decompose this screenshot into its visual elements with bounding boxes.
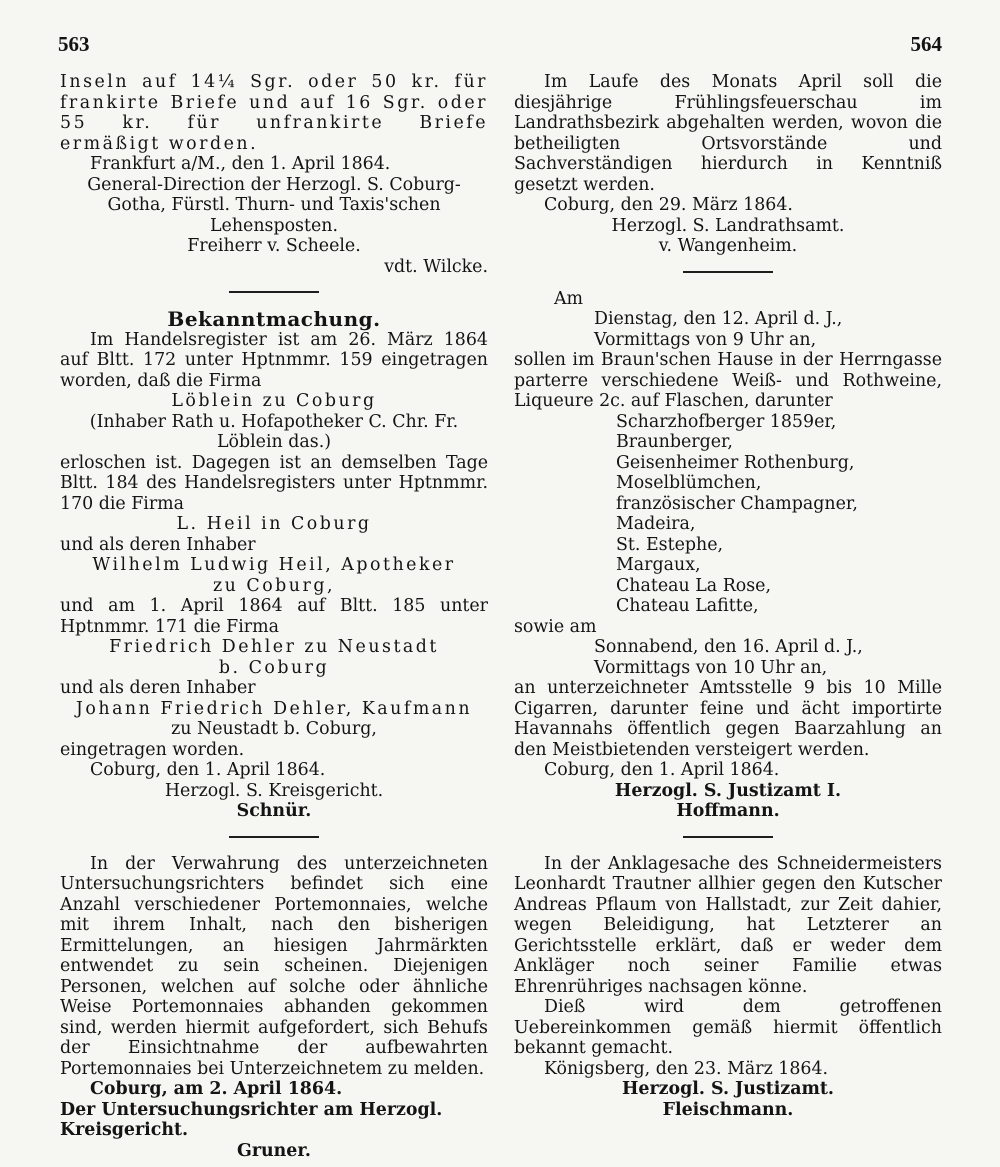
register-text: erloschen ist. Dagegen ist an demselben Tage Bltt. 184 des Handelsregisters unter Hptnmmr. 170 die Firma [60, 452, 488, 514]
wine-item: Chateau Lafitte, [616, 596, 759, 616]
purses-authority: Der Untersuchungsrichter am Herzogl. Kreisgericht. [60, 1099, 443, 1140]
register-text: und als deren Inhaber [60, 534, 256, 555]
purses-place-date: Coburg, am 2. April 1864. [90, 1079, 343, 1099]
divider [683, 836, 773, 838]
left-column [60, 72, 488, 1161]
page-number-right: 564 [910, 32, 942, 56]
notice-place-date: Coburg, den 1. April 1864. [90, 760, 326, 780]
owner-name: Wilhelm Ludwig Heil, Apotheker [92, 555, 456, 575]
wine-item: Moselblümchen, [616, 473, 762, 493]
auction-place-date: Coburg, den 1. April 1864. [544, 760, 780, 780]
purses-notice-text: In der Verwahrung des unterzeichneten Untersuchungsrichters befindet sich eine Anzahl verschiedener Portemonnaies, welche mit ihrem Inhalt, nach den bisherigen Ermittelungen, an hiesigen Jahrmärkten entwendet zu sein scheinen. Diejenigen Personen, welchen auf solche oder ähnliche Weise Portemonnaies abhanden gekommen sind, werden hiermit aufgefordert, sich Behufs der Einsichtnahme der aufbewahrten Portemonnaies bei Unterzeichnetem zu melden. [60, 853, 488, 1079]
divider [229, 836, 319, 838]
firm-place: b. Coburg [218, 657, 330, 678]
wine-item: Braunberger, [616, 432, 733, 452]
postal-authority: General-Direction der Herzogl. S. Coburg-Gotha, Fürstl. Thurn- und Taxis'schen Lehensposten. [87, 174, 461, 236]
libel-place-date: Königsberg, den 23. März 1864. [544, 1058, 829, 1079]
fire-inspection-text: Im Laufe des Monats April soll die diesjährige Frühlingsfeuerschau im Landrathsbezirk abgehalten werden, wovon die betheiligten Ortsvorstände und Sachverständigen hierdurch in Kenntniß gesetzt werden. [514, 72, 942, 195]
wine-item: Margaux, [616, 555, 701, 575]
auction-authority: Herzogl. S. Justizamt I. [614, 780, 842, 801]
wine-item: Chateau La Rose, [616, 575, 772, 596]
firm-owner: (Inhaber Rath u. Hofapotheker C. Chr. Fr. Löblein das.) [89, 411, 459, 452]
postal-rates-text: Inseln auf 14¼ Sgr. oder 50 kr. für frankirte Briefe und auf 16 Sgr. oder 55 kr. für unfrankirte Briefe ermäßigt worden. [60, 72, 488, 154]
auction-text-1: sollen im Braun'schen Hause in der Herrngasse parterre verschiedene Weiß- und Rothweine, Liqueure 2c. auf Flaschen, darunter [514, 350, 942, 411]
divider [229, 291, 319, 293]
divider [683, 271, 773, 273]
purses-signer: Gruner. [237, 1140, 311, 1161]
owner-name: Johann Friedrich Dehler, Kaufmann [75, 698, 473, 719]
auction-signer: Hoffmann. [676, 801, 780, 821]
libel-case-text: Dieß wird dem getroffenen Uebereinkommen gemäß hiermit öffentlich bekannt gemacht. [514, 997, 942, 1058]
firm-name: L. Heil in Coburg [176, 514, 372, 534]
owner-place: zu Coburg, [213, 575, 335, 596]
libel-authority: Herzogl. S. Justizamt. [622, 1079, 834, 1099]
register-text: und als deren Inhaber [60, 678, 256, 698]
register-text: eingetragen worden. [60, 739, 245, 760]
wine-item: Madeira, [616, 514, 696, 534]
auction-date-1: Dienstag, den 12. April d. J., [594, 309, 843, 329]
wine-item: französischer Champagner, [616, 493, 858, 514]
libel-case-text: In der Anklagesache des Schneidermeisters Leonhardt Trautner allhier gegen den Kutscher Andreas Pflaum von Hallstadt, zur Zeit dahier, wegen Beleidigung, hat Letzterer an Gerichtsstelle erklärt, daß er weder dem Ankläger noch seiner Familie etwas Ehrenrühriges nachsagen könne. [514, 853, 942, 997]
wine-item: Geisenheimer Rothenburg, [616, 452, 855, 473]
right-column [514, 72, 942, 1120]
auction-time-2: Vormittags von 10 Uhr an, [594, 657, 828, 678]
firm-name: Friedrich Dehler zu Neustadt [109, 637, 439, 657]
postal-signer: Freiherr v. Scheele. [187, 236, 361, 256]
auction-time-1: Vormittags von 9 Uhr an, [594, 329, 817, 350]
auction-sowie: sowie am [514, 616, 597, 637]
notice-signer: Schnür. [236, 801, 312, 821]
fire-authority: Herzogl. S. Landrathsamt. [611, 215, 845, 236]
auction-text-2: an unterzeichneter Amtsstelle 9 bis 10 Mille Cigarren, darunter feine und ächt importirte Havannahs öffentlich gegen Baarzahlung an den Meistbietenden versteigert werden. [514, 678, 942, 760]
fire-place-date: Coburg, den 29. März 1864. [544, 195, 793, 215]
owner-place: zu Neustadt b. Coburg, [171, 719, 377, 739]
libel-signer: Fleischmann. [662, 1099, 794, 1120]
register-text: Im Handelsregister ist am 26. März 1864 auf Bltt. 172 unter Hptnmmr. 159 eingetragen worden, daß die Firma [60, 329, 488, 391]
notice-authority: Herzogl. S. Kreisgericht. [164, 780, 384, 801]
register-text: und am 1. April 1864 auf Bltt. 185 unter Hptnmmr. 171 die Firma [60, 596, 488, 637]
auction-date-2: Sonnabend, den 16. April d. J., [594, 637, 863, 657]
postal-countersign: vdt. Wilcke. [384, 256, 488, 277]
page-number-left: 563 [58, 32, 90, 56]
wine-item: Scharzhofberger 1859er, [616, 411, 837, 432]
auction-am: Am [554, 288, 584, 309]
wine-item: St. Estephe, [616, 534, 724, 555]
postal-place-date: Frankfurt a/M., den 1. April 1864. [90, 154, 391, 174]
firm-name: Löblein zu Coburg [171, 391, 377, 411]
fire-signer: v. Wangenheim. [658, 236, 798, 256]
notice-title: Bekanntmachung. [167, 307, 381, 331]
